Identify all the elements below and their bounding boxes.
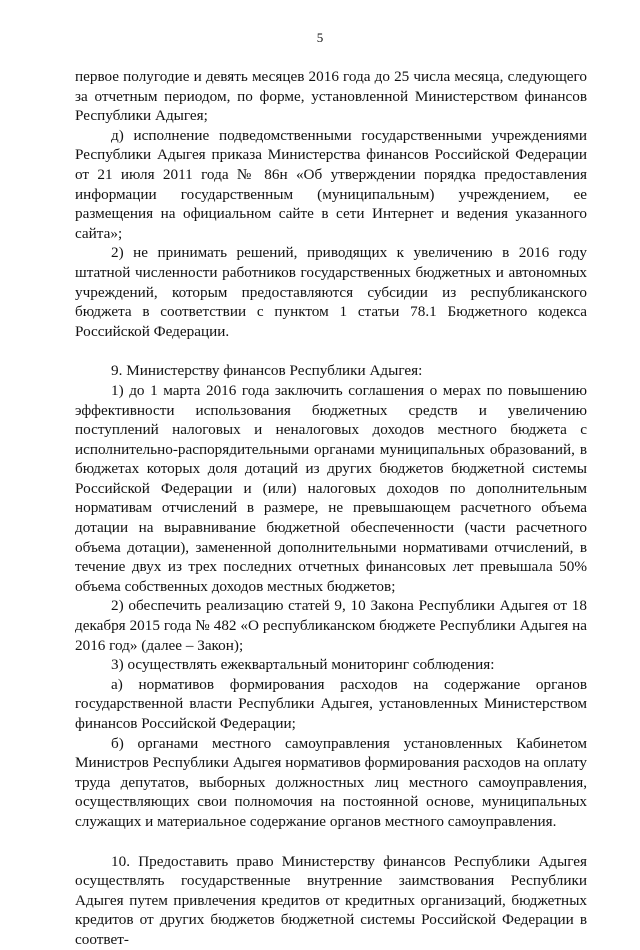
section-10: 10. Предоставить право Министерству финансов Республики Адыгея осуществлять государственные внутренние заимствования Республики Адыгея путем привлечения кредитов от кредитных организаций, бюджетных кредитов от других бюджетов бюджетной системы Российской Федерации в соответ- [75, 852, 587, 948]
paragraph-9-3: 3) осуществлять ежеквартальный мониторинг соблюдения: [111, 656, 495, 674]
paragraph-continuation: первое полугодие и девять месяцев 2016 года до 25 числа месяца, следующего за отчетным периодом, по форме, установленной Министерством финансов Республики Адыгея; [75, 68, 587, 125]
paragraph-item-2: 2) не принимать решений, приводящих к увеличению в 2016 году штатной численности работников государственных бюджетных и автономных учреждений, которым предоставляются субсидии из республиканского бюджета в соответствии с пунктом 1 статьи 78.1 Бюджетного кодекса Российской Федерации. [75, 244, 587, 340]
page-number: 5 [316, 30, 324, 45]
paragraph-9-2: 2) обеспечить реализацию статей 9, 10 Закона Республики Адыгея от 18 декабря 2015 года № 482 «О республиканском бюджете Республики Адыгея на 2016 год» (далее – Закон); [75, 597, 587, 654]
paragraph-9-3-b: б) органами местного самоуправления установленных Кабинетом Министров Республики Адыгея нормативов формирования расходов на оплату труда депутатов, выборных должностных лиц местного самоуправления, осуществляющих свои полномочия на постоянной основе, муниципальных служащих и материальное содержание органов местного самоуправления. [75, 734, 587, 830]
document-body [75, 67, 587, 950]
paragraph-item-d: д) исполнение подведомственными государственными учреждениями Республики Адыгея приказа Министерства финансов Российской Федерации от 21 июля 2011 года № 86н «Об утверждении порядка предоставления информации государственным (муниципальным) учреждением, ее размещения на официальном сайте в сети Интернет и ведения указанного сайта»; [75, 126, 587, 242]
section-9-heading: 9. Министерству финансов Республики Адыгея: [111, 362, 423, 380]
paragraph-9-3-a: а) нормативов формирования расходов на содержание органов государственной власти Республики Адыгея, установленных Министерством финансов Российской Федерации; [75, 675, 587, 732]
paragraph-9-1: 1) до 1 марта 2016 года заключить соглашения о мерах по повышению эффективности использования бюджетных средств и увеличению поступлений налоговых и неналоговых доходов местного бюджета с исполнительно-распорядительными органами муниципальных образований, в бюджетах которых доля дотаций из других бюджетов бюджетной системы Российской Федерации и (или) налоговых доходов по дополнительным нормативам отчислений в размере, не превышающем расчетного объема дотации на выравнивание бюджетной обеспеченности (части расчетного объема дотации), замененной дополнительными нормативами отчислений, в течение двух из трех последних отчетных финансовых лет превышала 50% объема собственных доходов местных бюджетов; [75, 381, 587, 595]
